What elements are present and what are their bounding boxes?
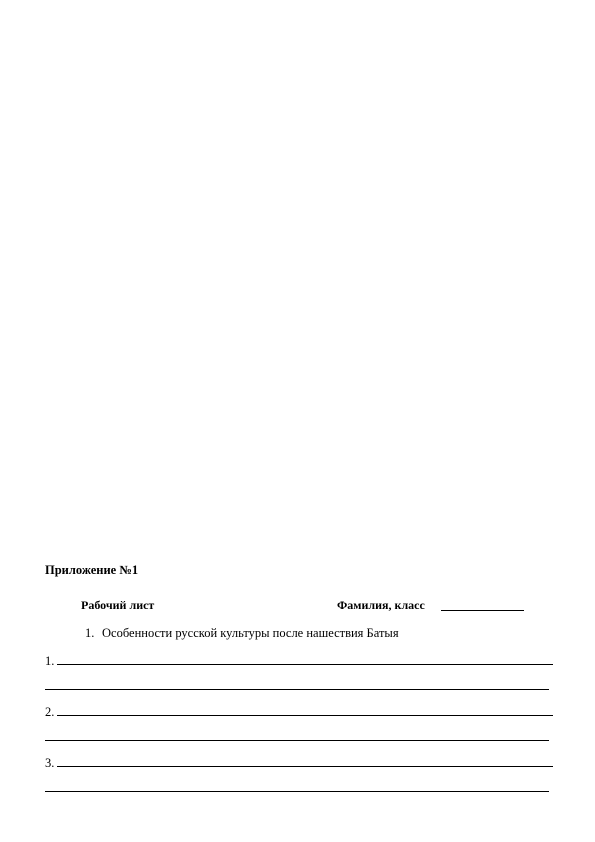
appendix-title: Приложение №1 bbox=[45, 563, 139, 577]
answer-line[interactable] bbox=[57, 715, 553, 716]
answer-number: 2. bbox=[45, 705, 55, 719]
task-item bbox=[85, 626, 399, 641]
worksheet-label: Рабочий лист bbox=[81, 598, 155, 612]
answer-line[interactable] bbox=[45, 791, 549, 792]
task-text: Особенности русской культуры после нашествия Батыя bbox=[102, 626, 399, 640]
answer-line[interactable] bbox=[45, 740, 549, 741]
surname-class-label: Фамилия, класс bbox=[337, 598, 425, 612]
answer-line[interactable] bbox=[57, 664, 553, 665]
answer-number: 1. bbox=[45, 654, 55, 668]
answer-line[interactable] bbox=[45, 689, 549, 690]
surname-class-field[interactable] bbox=[441, 610, 524, 611]
answer-number: 3. bbox=[45, 756, 55, 770]
answer-line[interactable] bbox=[57, 766, 553, 767]
task-number: 1. bbox=[85, 626, 95, 640]
